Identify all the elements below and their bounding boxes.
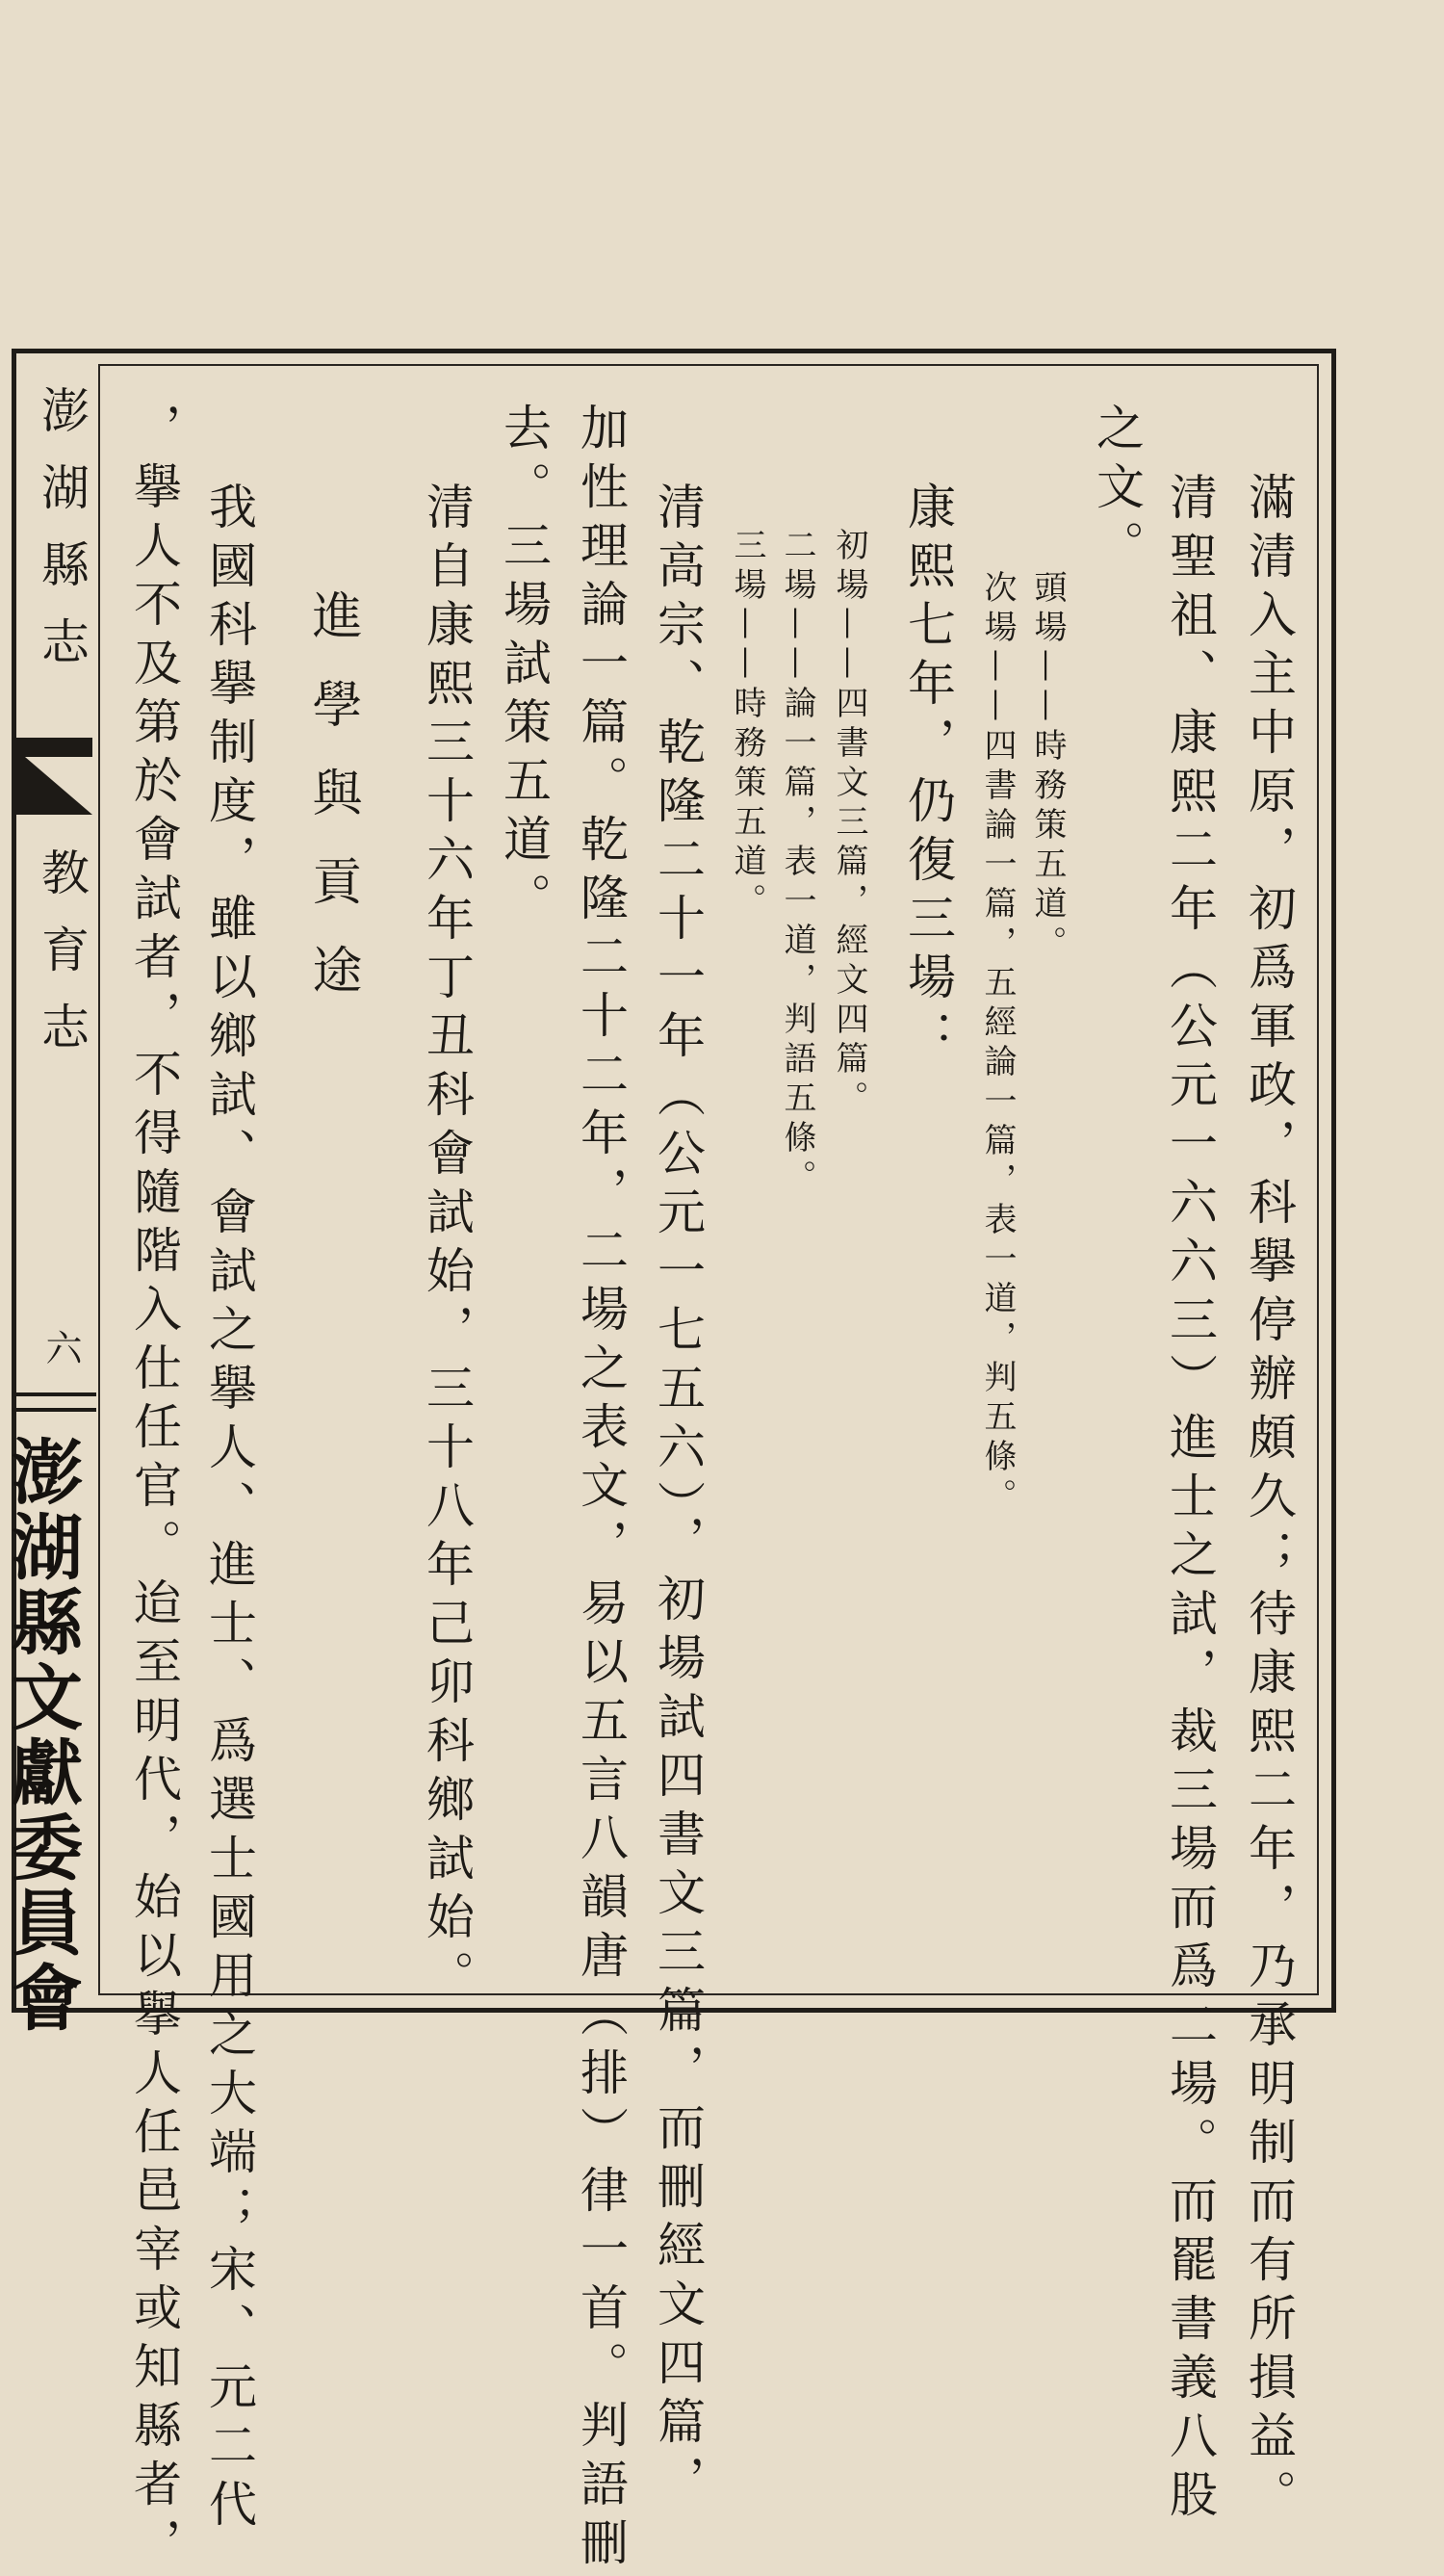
text-column-5: 清高宗、乾隆二十一年（公元一七五六），初場試四書文三篇，而刪經文四篇， — [650, 481, 706, 2513]
text-column-3: 之文。 — [1089, 403, 1145, 579]
gutter-rule-bottom — [13, 1408, 96, 1412]
section-title: 教育志 — [34, 847, 90, 1079]
text-column-8: 清自康熙三十六年丁丑科會試始，三十八年己卯科鄉試始。 — [419, 481, 475, 2009]
sub-item-1: 頭場——時務策五道。 — [1028, 570, 1067, 965]
book-title: 澎湖縣志 — [34, 385, 90, 693]
fishtail-mark — [13, 738, 92, 815]
text-column-6: 加性理論一篇。乾隆二十二年，二場之表文，易以五言八韻唐（排）律一首。判語刪 — [573, 403, 629, 2576]
sub-item-3: 初場——四書文三篇，經文四篇。 — [830, 528, 868, 1120]
text-column-4: 康熙七年，仍復三場： — [900, 481, 956, 1069]
text-column-9: 我國科擧制度，雖以鄉試、會試之擧人、進士、爲選士國用之大端；宋、元二代 — [201, 481, 257, 2537]
page-number: 六 — [39, 1329, 82, 1366]
section-heading: 進學與貢途 — [303, 589, 361, 1032]
text-column-1: 滿清入主中原，初爲軍政，科擧停辦頗久；待康熙二年，乃承明制而有所損益。 — [1241, 472, 1297, 2528]
text-column-2: 清聖祖、康熙二年（公元一六六三）進士之試，裁三場而爲二場。而罷書義八股 — [1162, 472, 1218, 2528]
sub-item-5: 三場——時務策五道。 — [728, 528, 766, 923]
publisher-name: 澎湖縣文獻委員會 — [0, 1435, 83, 2036]
sub-item-2: 次場——四書論一篇，五經論一篇，表一道，判五條。 — [978, 570, 1017, 1518]
text-column-10: ，擧人不及第於會試者，不得隨階入仕任官。迨至明代，始以擧人任邑宰或知縣者， — [126, 403, 182, 2576]
sub-item-4: 二場——論一篇，表一道，判語五條。 — [778, 528, 816, 1199]
gutter-rule-top — [13, 1392, 96, 1396]
text-column-7: 去。三場試策五道。 — [496, 403, 552, 931]
